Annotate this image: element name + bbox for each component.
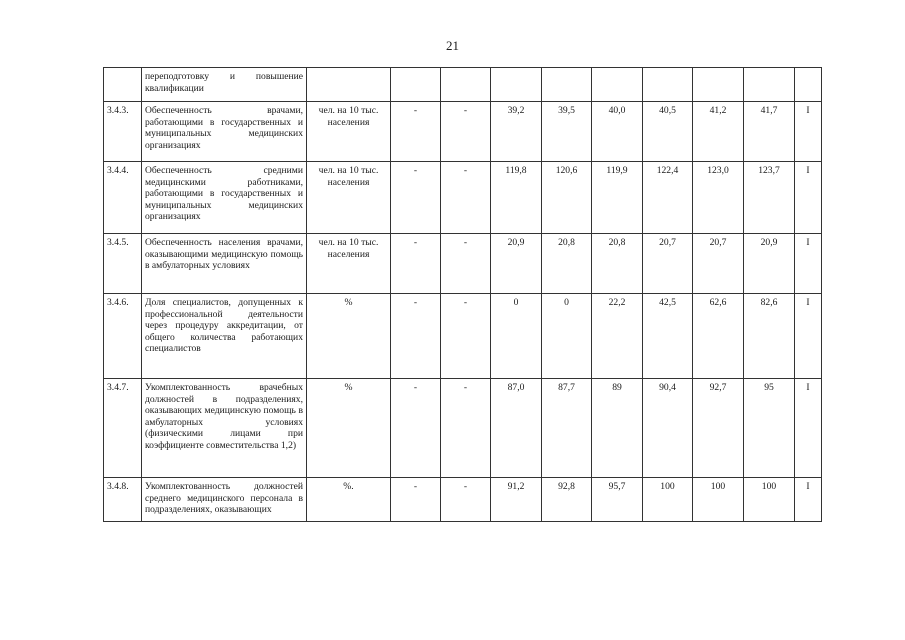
unit: чел. на 10 тыс. населения bbox=[307, 234, 391, 294]
value-cell: 0 bbox=[491, 294, 542, 379]
value-cell: 20,7 bbox=[643, 234, 693, 294]
value-cell: 100 bbox=[643, 478, 693, 522]
indicator-name: Укомплектованность должностей среднего медицинского персонала в подразделениях, оказывающих bbox=[142, 478, 307, 522]
value-cell: 92,7 bbox=[693, 379, 744, 478]
value-cell bbox=[542, 68, 592, 102]
unit: % bbox=[307, 294, 391, 379]
value-cell: - bbox=[441, 162, 491, 234]
value-cell: 90,4 bbox=[643, 379, 693, 478]
value-cell: 20,9 bbox=[491, 234, 542, 294]
value-cell: - bbox=[391, 294, 441, 379]
value-cell: 119,9 bbox=[592, 162, 643, 234]
table-row-continued bbox=[104, 68, 822, 102]
priority-cell: I bbox=[795, 478, 822, 522]
unit bbox=[307, 68, 391, 102]
row-number: 3.4.6. bbox=[104, 294, 142, 379]
priority-cell: I bbox=[795, 379, 822, 478]
value-cell: 22,2 bbox=[592, 294, 643, 379]
row-number: 3.4.3. bbox=[104, 102, 142, 162]
value-cell: - bbox=[441, 102, 491, 162]
priority-cell: I bbox=[795, 162, 822, 234]
value-cell: - bbox=[391, 162, 441, 234]
indicator-name: переподготовку и повышение квалификации bbox=[142, 68, 307, 102]
value-cell: - bbox=[391, 478, 441, 522]
value-cell: 119,8 bbox=[491, 162, 542, 234]
value-cell bbox=[744, 68, 795, 102]
value-cell: 122,4 bbox=[643, 162, 693, 234]
value-cell: 92,8 bbox=[542, 478, 592, 522]
value-cell: 82,6 bbox=[744, 294, 795, 379]
value-cell: 62,6 bbox=[693, 294, 744, 379]
row-number: 3.4.4. bbox=[104, 162, 142, 234]
table-row bbox=[104, 162, 822, 234]
value-cell: 42,5 bbox=[643, 294, 693, 379]
row-number bbox=[104, 68, 142, 102]
value-cell: - bbox=[441, 234, 491, 294]
value-cell: 20,8 bbox=[592, 234, 643, 294]
unit: чел. на 10 тыс. населения bbox=[307, 102, 391, 162]
value-cell: - bbox=[441, 379, 491, 478]
indicator-name: Укомплектованность врачебных должностей в подразделениях, оказывающих медицинскую помощь в амбулаторных условиях (физическими лицами при коэффициенте совместительства 1,2) bbox=[142, 379, 307, 478]
row-number: 3.4.7. bbox=[104, 379, 142, 478]
value-cell: 123,0 bbox=[693, 162, 744, 234]
indicator-name: Доля специалистов, допущенных к профессиональной деятельности через процедуру аккредитации, от общего количества работающих специалистов bbox=[142, 294, 307, 379]
unit: % bbox=[307, 379, 391, 478]
value-cell: 87,7 bbox=[542, 379, 592, 478]
value-cell: - bbox=[391, 379, 441, 478]
table-row bbox=[104, 379, 822, 478]
table-row bbox=[104, 294, 822, 379]
value-cell: - bbox=[391, 234, 441, 294]
table-row bbox=[104, 478, 822, 522]
value-cell: 100 bbox=[693, 478, 744, 522]
priority-cell: I bbox=[795, 102, 822, 162]
value-cell bbox=[491, 68, 542, 102]
indicator-name: Обеспеченность средними медицинскими работниками, работающими в государственных и муниципальных медицинских организациях bbox=[142, 162, 307, 234]
value-cell: - bbox=[391, 102, 441, 162]
value-cell: 100 bbox=[744, 478, 795, 522]
value-cell: 95 bbox=[744, 379, 795, 478]
value-cell: 39,5 bbox=[542, 102, 592, 162]
value-cell bbox=[643, 68, 693, 102]
table-row bbox=[104, 102, 822, 162]
indicators-table bbox=[103, 67, 822, 522]
value-cell: 89 bbox=[592, 379, 643, 478]
value-cell bbox=[693, 68, 744, 102]
row-number: 3.4.5. bbox=[104, 234, 142, 294]
row-number: 3.4.8. bbox=[104, 478, 142, 522]
value-cell bbox=[795, 68, 822, 102]
value-cell bbox=[592, 68, 643, 102]
value-cell bbox=[441, 68, 491, 102]
page-number: 21 bbox=[446, 38, 459, 53]
value-cell: - bbox=[441, 478, 491, 522]
value-cell: 20,9 bbox=[744, 234, 795, 294]
value-cell: 91,2 bbox=[491, 478, 542, 522]
value-cell: 40,0 bbox=[592, 102, 643, 162]
unit: %. bbox=[307, 478, 391, 522]
value-cell: - bbox=[441, 294, 491, 379]
value-cell: 87,0 bbox=[491, 379, 542, 478]
priority-cell: I bbox=[795, 234, 822, 294]
table-row bbox=[104, 234, 822, 294]
value-cell: 41,2 bbox=[693, 102, 744, 162]
value-cell: 123,7 bbox=[744, 162, 795, 234]
indicator-name: Обеспеченность населения врачами, оказывающими медицинскую помощь в амбулаторных условиях bbox=[142, 234, 307, 294]
value-cell: 39,2 bbox=[491, 102, 542, 162]
value-cell bbox=[391, 68, 441, 102]
value-cell: 95,7 bbox=[592, 478, 643, 522]
unit: чел. на 10 тыс. населения bbox=[307, 162, 391, 234]
value-cell: 0 bbox=[542, 294, 592, 379]
value-cell: 40,5 bbox=[643, 102, 693, 162]
value-cell: 120,6 bbox=[542, 162, 592, 234]
value-cell: 20,7 bbox=[693, 234, 744, 294]
indicator-name: Обеспеченность врачами, работающими в государственных и муниципальных медицинских организациях bbox=[142, 102, 307, 162]
priority-cell: I bbox=[795, 294, 822, 379]
value-cell: 20,8 bbox=[542, 234, 592, 294]
value-cell: 41,7 bbox=[744, 102, 795, 162]
